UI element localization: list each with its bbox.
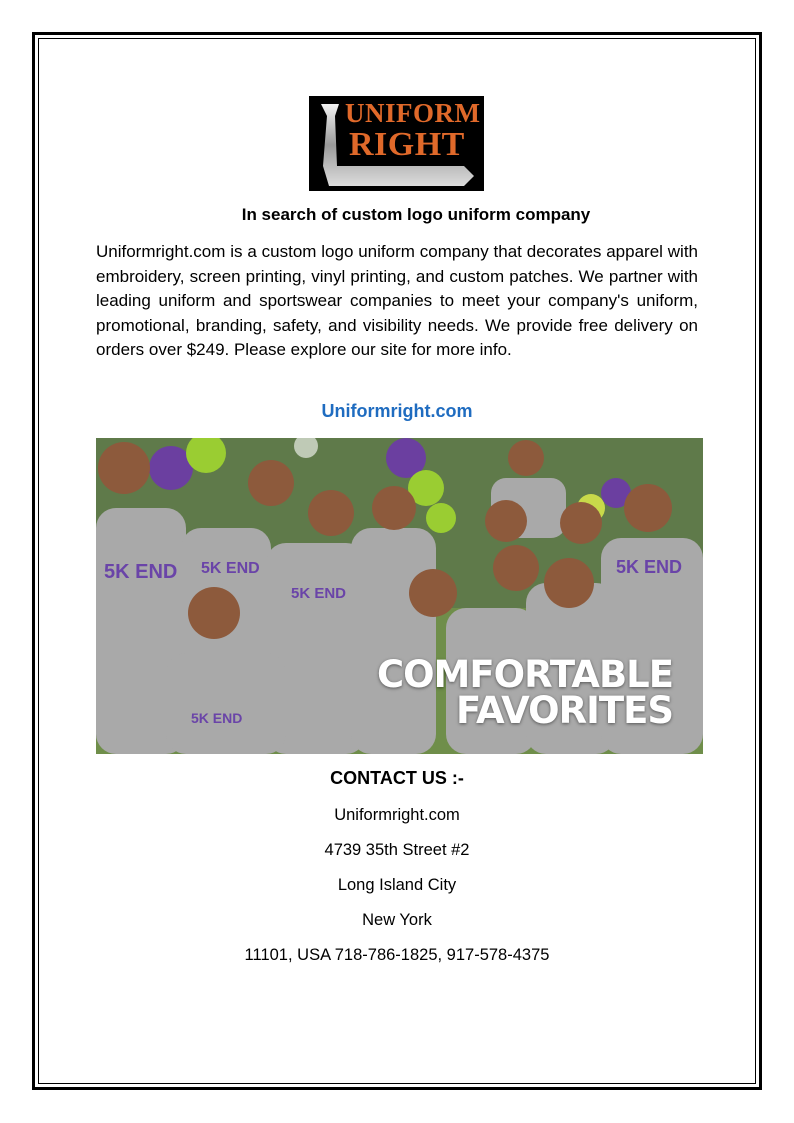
contact-zip-phone: 11101, USA 718-786-1825, 917-578-4375	[244, 946, 550, 964]
svg-text:5K END: 5K END	[291, 585, 347, 602]
svg-text:5K END: 5K END	[191, 710, 243, 726]
page-heading: In search of custom logo uniform company	[241, 205, 591, 224]
photo-caption-line1: COMFORTABLE	[376, 653, 673, 696]
photo-caption-line2: FAVORITES	[455, 689, 673, 732]
logo-text-uniform: UNIFORM	[345, 98, 481, 128]
svg-text:5K END: 5K END	[104, 561, 178, 583]
logo-text-right: RIGHT	[349, 126, 465, 163]
uniform-right-logo	[309, 96, 484, 191]
contact-state: New York	[362, 911, 432, 929]
contact-website: Uniformright.com	[334, 806, 460, 824]
svg-text:5K END: 5K END	[616, 557, 683, 577]
svg-text:5K END: 5K END	[201, 560, 260, 577]
promo-photo	[96, 438, 703, 754]
contact-city: Long Island City	[337, 876, 457, 894]
contact-street: 4739 35th Street #2	[324, 841, 470, 859]
website-link[interactable]: Uniformright.com	[321, 401, 473, 421]
contact-title: CONTACT US :-	[330, 768, 464, 788]
description-paragraph: Uniformright.com is a custom logo uniform company that decorates apparel with embroidery, screen printing, vinyl printing, and custom patches. We partner with leading uniform and sportswear companies to meet your company's uniform, promotional, branding, safety, and visibility needs. We provide free delivery on orders over $249. Please explore our site for more info.	[96, 242, 698, 360]
